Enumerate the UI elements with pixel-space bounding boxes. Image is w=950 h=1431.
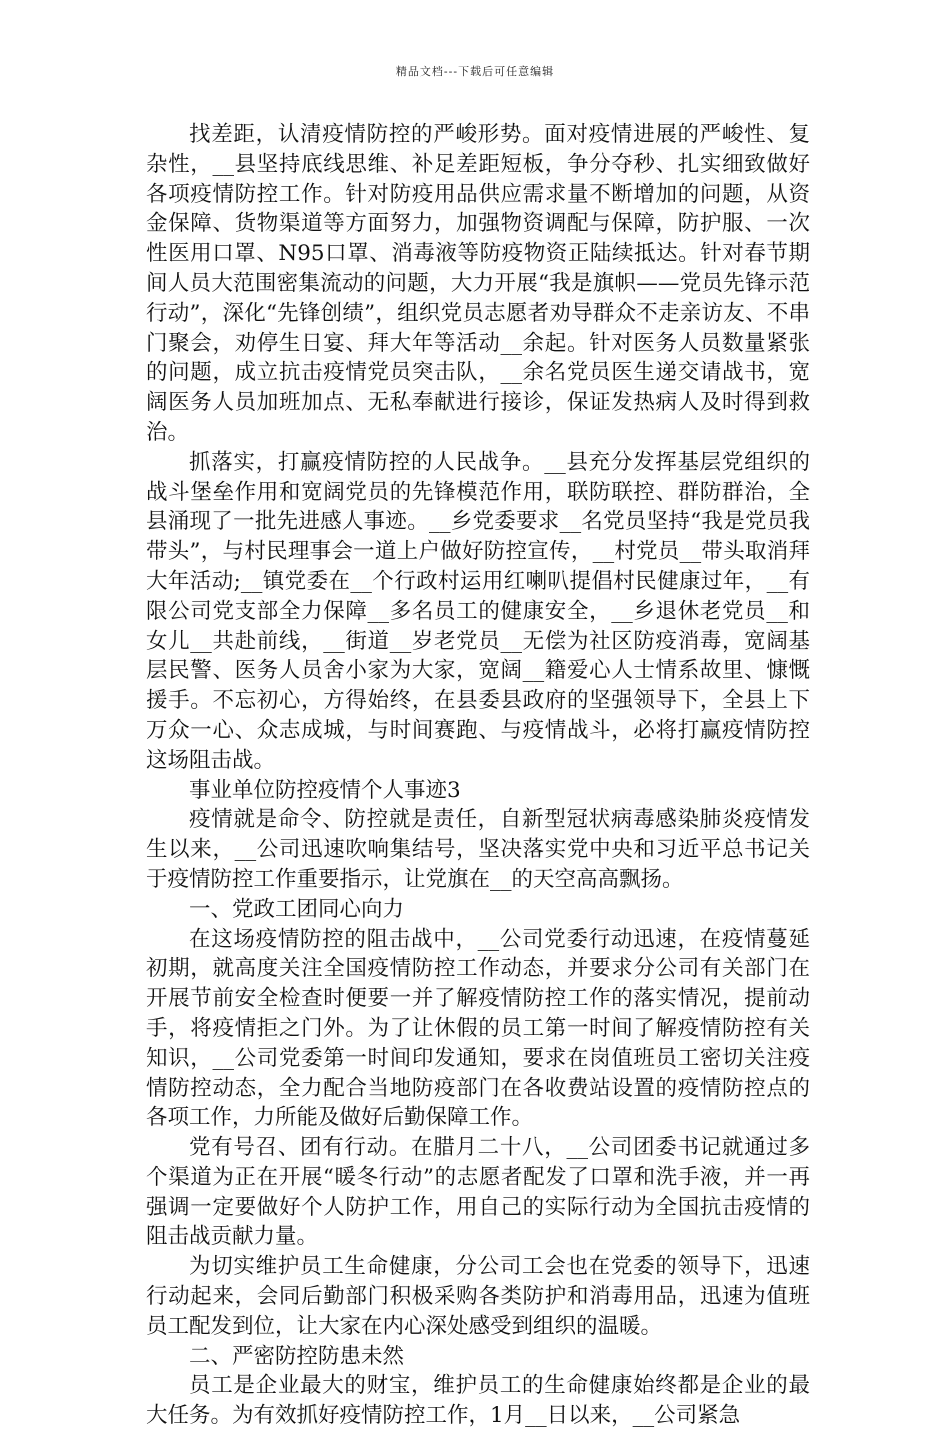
paragraph: 在这场疫情防控的阻击战中，__公司党委行动迅速，在疫情蔓延初期，就高度关注全国疫情防控工作动态，并要求分公司有关部门在开展节前安全检查时便要一并了解疫情防控工作的落实情况，提前动手，将疫情拒之门外。为了让休假的员工第一时间了解疫情防控有关知识，__公司党委第一时间印发通知，要求在岗值班员工密切关注疫情防控动态，全力配合当地防疫部门在各收费站设置的疫情防控点的各项工作，力所能及做好后勤保障工作。 — [146, 926, 810, 1131]
document-body — [146, 120, 810, 1431]
section-title: 事业单位防控疫情个人事迹3 — [189, 777, 461, 803]
page-header: 精品文档---下载后可任意编辑 — [395, 65, 555, 78]
subsection-heading: 一、党政工团同心向力 — [189, 896, 405, 922]
subsection-heading: 二、严密防控防患未然 — [189, 1343, 405, 1369]
paragraph: 员工是企业最大的财宝，维护员工的生命健康始终都是企业的最大任务。为有效抓好疫情防控工作，1月__日以来，__公司紧急 — [146, 1373, 810, 1429]
paragraph: 抓落实，打赢疫情防控的人民战争。__县充分发挥基层党组织的战斗堡垒作用和宽阔党员的先锋模范作用，联防联控、群防群治，全县涌现了一批先进感人事迹。__乡党委要求__名党员坚持“我是党员我带头”，与村民理事会一道上户做好防控宣传，__村党员__带头取消拜大年活动;__镇党委在__个行政村运用红喇叭提倡村民健康过年，__有限公司党支部全力保障__多名员工的健康安全，__乡退休老党员__和女儿__共赴前线，__街道__岁老党员__无偿为社区防疫消毒，宽阔基层民警、医务人员舍小家为大家，宽阔__籍爱心人士情系故里、慷慨援手。不忘初心，方得始终，在县委县政府的坚强领导下，全县上下万众一心、众志成城，与时间赛跑、与疫情战斗，必将打赢疫情防控这场阻击战。 — [146, 449, 810, 773]
paragraph: 党有号召、团有行动。在腊月二十八，__公司团委书记就通过多个渠道为正在开展“暖冬行动”的志愿者配发了口罩和洗手液，并一再强调一定要做好个人防护工作，用自己的实际行动为全国抗击疫情的阻击战贡献力量。 — [146, 1135, 810, 1250]
paragraph: 为切实维护员工生命健康，分公司工会也在党委的领导下，迅速行动起来，会同后勤部门积极采购各类防护和消毒用品，迅速为值班员工配发到位，让大家在内心深处感受到组织的温暖。 — [146, 1254, 810, 1339]
paragraph: 疫情就是命令、防控就是责任，自新型冠状病毒感染肺炎疫情发生以来，__公司迅速吹响集结号，坚决落实党中央和习近平总书记关于疫情防控工作重要指示，让党旗在__的天空高高飘扬。 — [146, 807, 810, 892]
paragraph: 找差距，认清疫情防控的严峻形势。面对疫情进展的严峻性、复杂性，__县坚持底线思维、补足差距短板，争分夺秒、扎实细致做好各项疫情防控工作。针对防疫用品供应需求量不断增加的问题，从资金保障、货物渠道等方面努力，加强物资调配与保障，防护服、一次性医用口罩、N95口罩、消毒液等防疫物资正陆续抵达。针对春节期间人员大范围密集流动的问题，大力开展“我是旗帜——党员先锋示范行动”，深化“先锋创绩”，组织党员志愿者劝导群众不走亲访友、不串门聚会，劝停生日宴、拜大年等活动__余起。针对医务人员数量紧张的问题，成立抗击疫情党员突击队，__余名党员医生递交请战书，宽阔医务人员加班加点、无私奉献进行接诊，保证发热病人及时得到救治。 — [146, 122, 810, 445]
